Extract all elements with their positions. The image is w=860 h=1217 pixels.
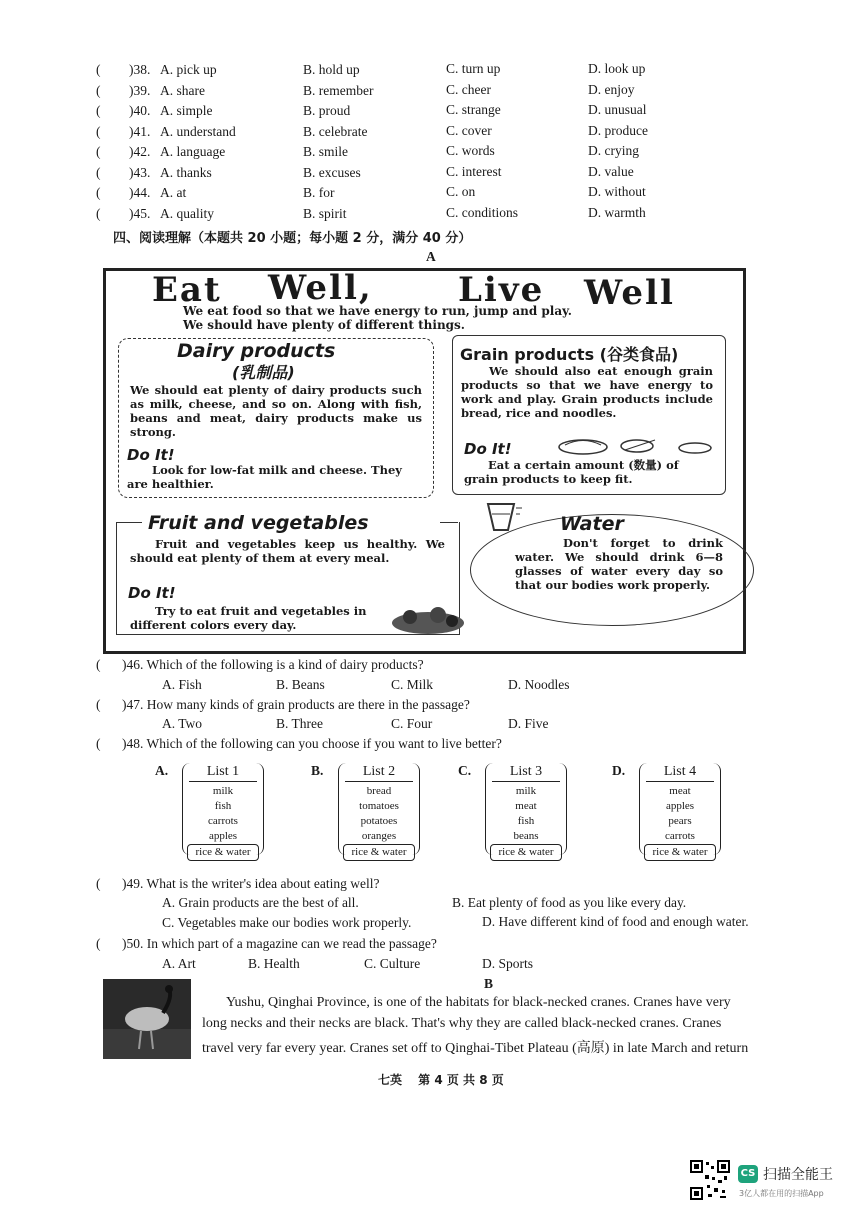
food-list-last-item: rice & water <box>343 844 415 861</box>
q50-option-d: D. Sports <box>482 956 534 971</box>
cloze-paren: ( <box>96 144 101 159</box>
cloze-option-b: B. spirit <box>303 205 347 221</box>
dairy-doit-text: Look for low-fat milk and cheese. They are healthier. <box>127 463 402 491</box>
passage-a-label: A <box>426 249 436 264</box>
cloze-option-d: D. enjoy <box>588 81 635 97</box>
food-list-item: meat <box>669 785 691 797</box>
dairy-doit: Do It! <box>127 446 175 464</box>
cloze-option-b: B. hold up <box>303 62 360 77</box>
cloze-option-a: A. simple <box>160 103 213 118</box>
fruit-panel-top-left <box>116 522 142 523</box>
q49-paren: ( <box>96 876 101 891</box>
q46-option-a: A. Fish <box>162 677 202 692</box>
qr-code-icon <box>690 1160 730 1200</box>
grain-doit: Do It! <box>464 440 512 458</box>
cloze-paren: ( <box>96 103 101 118</box>
crane-photo <box>103 979 191 1059</box>
q49-option-d: D. Have different kind of food and enough water. <box>482 914 749 929</box>
food-list-item: apples <box>208 830 238 842</box>
cloze-option-a: A. at <box>160 185 187 200</box>
dairy-cn-title: (乳制品) <box>232 363 295 382</box>
cloze-question-number: )40. <box>129 103 151 118</box>
food-list-item: pears <box>668 815 692 827</box>
passage-b-line-2: long necks and their necks are black. That's why they are called black-necked cranes. Cranes <box>202 1016 722 1031</box>
q47-stem: )47. How many kinds of grain products are there in the passage? <box>122 697 470 712</box>
food-list-item: bread <box>366 785 392 797</box>
cloze-option-a: A. share <box>160 82 205 98</box>
grain-title: Grain products (谷类食品) <box>460 345 679 364</box>
q46-stem: )46. Which of the following is a kind of dairy products? <box>122 657 424 672</box>
cloze-paren: ( <box>96 205 101 221</box>
cloze-option-b: B. smile <box>303 144 349 159</box>
passage-b-line-3: travel very far every year. Cranes set off to Qinghai-Tibet Plateau (高原) in late March and return <box>202 1041 749 1056</box>
q48-option-letter: B. <box>311 763 324 778</box>
q50-option-c: C. Culture <box>364 956 421 971</box>
poster-title-eat: Eat <box>152 270 222 310</box>
cloze-option-c: C. cover <box>446 122 492 138</box>
q48-option-letter: D. <box>612 763 626 778</box>
fruit-text: Fruit and vegetables keep us healthy. We should eat plenty of them at every meal. <box>130 537 445 565</box>
q50-paren: ( <box>96 936 101 951</box>
cloze-option-d: D. look up <box>588 61 646 76</box>
cloze-option-a: A. language <box>160 144 226 159</box>
cloze-question-number: )44. <box>129 185 151 200</box>
cloze-option-d: D. warmth <box>588 204 646 220</box>
food-list-item: carrots <box>665 830 695 842</box>
cloze-option-a: A. pick up <box>160 62 217 77</box>
cloze-option-d: D. value <box>588 163 634 179</box>
food-list-item: carrots <box>208 815 238 827</box>
cloze-question-number: )38. <box>129 62 151 77</box>
section-4-title: 四、阅读理解（本题共 20 小题；每小题 2 分，满分 40 分） <box>113 231 472 246</box>
q49-option-a: A. Grain products are the best of all. <box>162 895 359 910</box>
cloze-question-number: )41. <box>129 123 151 139</box>
q48-paren: ( <box>96 736 101 751</box>
q46-paren: ( <box>96 657 101 672</box>
cloze-option-b: B. excuses <box>303 164 361 180</box>
passage-b-label: B <box>484 976 494 991</box>
poster-intro-2: We should have plenty of different things. <box>183 318 465 332</box>
food-list-title: List 1 <box>189 763 257 782</box>
food-list-card <box>338 763 420 858</box>
cloze-option-b: B. for <box>303 185 335 200</box>
q47-paren: ( <box>96 697 101 712</box>
poster-title-well-1: Well, <box>268 268 373 308</box>
cloze-option-b: B. remember <box>303 82 374 98</box>
cloze-question-number: )43. <box>129 164 151 180</box>
water-title: Water <box>560 513 624 535</box>
cloze-option-c: C. interest <box>446 163 502 179</box>
q46-option-b: B. Beans <box>276 677 325 692</box>
cloze-option-a: A. understand <box>160 123 236 139</box>
bread-illustration-icon <box>555 436 715 458</box>
food-list-title: List 4 <box>646 763 714 782</box>
q50-stem: )50. In which part of a magazine can we read the passage? <box>122 936 437 951</box>
water-text: Don't forget to drink water. We should drink 6—8 glasses of water every day so that our bodies work properly. <box>515 536 723 592</box>
cloze-question-number: )42. <box>129 144 151 159</box>
food-list-item: tomatoes <box>359 800 399 812</box>
cloze-option-c: C. words <box>446 143 495 158</box>
scanner-logo-icon: CS <box>738 1165 758 1183</box>
cloze-option-d: D. unusual <box>588 102 647 117</box>
cloze-option-b: B. celebrate <box>303 123 368 139</box>
food-list-item: beans <box>513 830 539 842</box>
food-list-item: meat <box>515 800 537 812</box>
cloze-paren: ( <box>96 62 101 77</box>
q49-option-c: C. Vegetables make our bodies work properly. <box>162 915 412 930</box>
q49-stem: )49. What is the writer's idea about eating well? <box>122 876 380 891</box>
cloze-option-d: D. without <box>588 184 646 199</box>
poster-intro-1: We eat food so that we have energy to run, jump and play. <box>183 304 572 318</box>
q50-option-b: B. Health <box>248 956 300 971</box>
food-list-title: List 3 <box>492 763 560 782</box>
fruit-doit-text: Try to eat fruit and vegetables in different colors every day. <box>130 604 367 632</box>
cloze-paren: ( <box>96 185 101 200</box>
q46-option-c: C. Milk <box>391 677 434 692</box>
food-list-item: milk <box>515 785 537 797</box>
q48-stem: )48. Which of the following can you choose if you want to live better? <box>122 736 502 751</box>
q48-option-letter: C. <box>458 763 472 778</box>
cloze-option-d: D. crying <box>588 143 639 158</box>
cloze-option-d: D. produce <box>588 122 648 138</box>
scanner-tagline: 3亿人都在用的扫描App <box>739 1189 824 1198</box>
cloze-paren: ( <box>96 82 101 98</box>
food-list-last-item: rice & water <box>490 844 562 861</box>
food-list-item: fish <box>517 815 535 827</box>
food-list-item: apples <box>665 800 695 812</box>
page-footer: 七英 第 4 页 共 8 页 <box>378 1073 504 1087</box>
grain-doit-text: Eat a certain amount (数量) of grain products to keep fit. <box>464 458 679 486</box>
q47-option-a: A. Two <box>162 716 203 731</box>
food-list-item: oranges <box>361 830 397 842</box>
food-list-card <box>182 763 264 858</box>
cloze-paren: ( <box>96 164 101 180</box>
q49-option-b: B. Eat plenty of food as you like every day. <box>452 895 687 910</box>
food-list-item: milk <box>212 785 234 797</box>
q50-option-a: A. Art <box>162 956 196 971</box>
food-list-last-item: rice & water <box>644 844 716 861</box>
cloze-option-a: A. quality <box>160 205 214 221</box>
grain-text: We should also eat enough grain products so that we have energy to work and play. Grain products include bread, rice and noodles. <box>461 364 713 420</box>
q47-option-d: D. Five <box>508 716 549 731</box>
poster-title-well-2: Well <box>584 273 675 313</box>
food-list-title: List 2 <box>345 763 413 782</box>
food-list-item: potatoes <box>360 815 398 827</box>
cloze-option-c: C. conditions <box>446 204 519 220</box>
fruit-panel-top-right <box>440 522 458 523</box>
passage-b-line-1: Yushu, Qinghai Province, is one of the habitats for black-necked cranes. Cranes have very <box>226 995 731 1010</box>
q48-option-letter: A. <box>155 763 169 778</box>
cloze-option-c: C. strange <box>446 102 501 117</box>
q46-option-d: D. Noodles <box>508 677 570 692</box>
fruit-doit: Do It! <box>128 584 176 602</box>
food-list-card <box>485 763 567 858</box>
vegetables-illustration-icon <box>388 605 470 637</box>
fruit-title: Fruit and vegetables <box>148 512 369 534</box>
cloze-paren: ( <box>96 123 101 139</box>
food-list-last-item: rice & water <box>187 844 259 861</box>
food-list-item: fish <box>214 800 232 812</box>
cloze-option-c: C. turn up <box>446 61 501 76</box>
dairy-title: Dairy products <box>177 340 336 362</box>
cloze-option-b: B. proud <box>303 103 351 118</box>
scanner-app-name: 扫描全能王 <box>763 1167 833 1183</box>
cloze-question-number: )39. <box>129 82 151 98</box>
q47-option-c: C. Four <box>391 716 433 731</box>
cloze-question-number: )45. <box>129 205 151 221</box>
q47-option-b: B. Three <box>276 716 323 731</box>
dairy-text: We should eat plenty of dairy products such as milk, cheese, and so on. Along with fish, beans and meat, dairy products make us strong. <box>130 383 422 439</box>
cloze-option-c: C. on <box>446 184 476 199</box>
cloze-option-c: C. cheer <box>446 81 491 97</box>
cloze-option-a: A. thanks <box>160 164 212 180</box>
poster-title-live: Live <box>458 270 545 310</box>
food-list-card <box>639 763 721 858</box>
